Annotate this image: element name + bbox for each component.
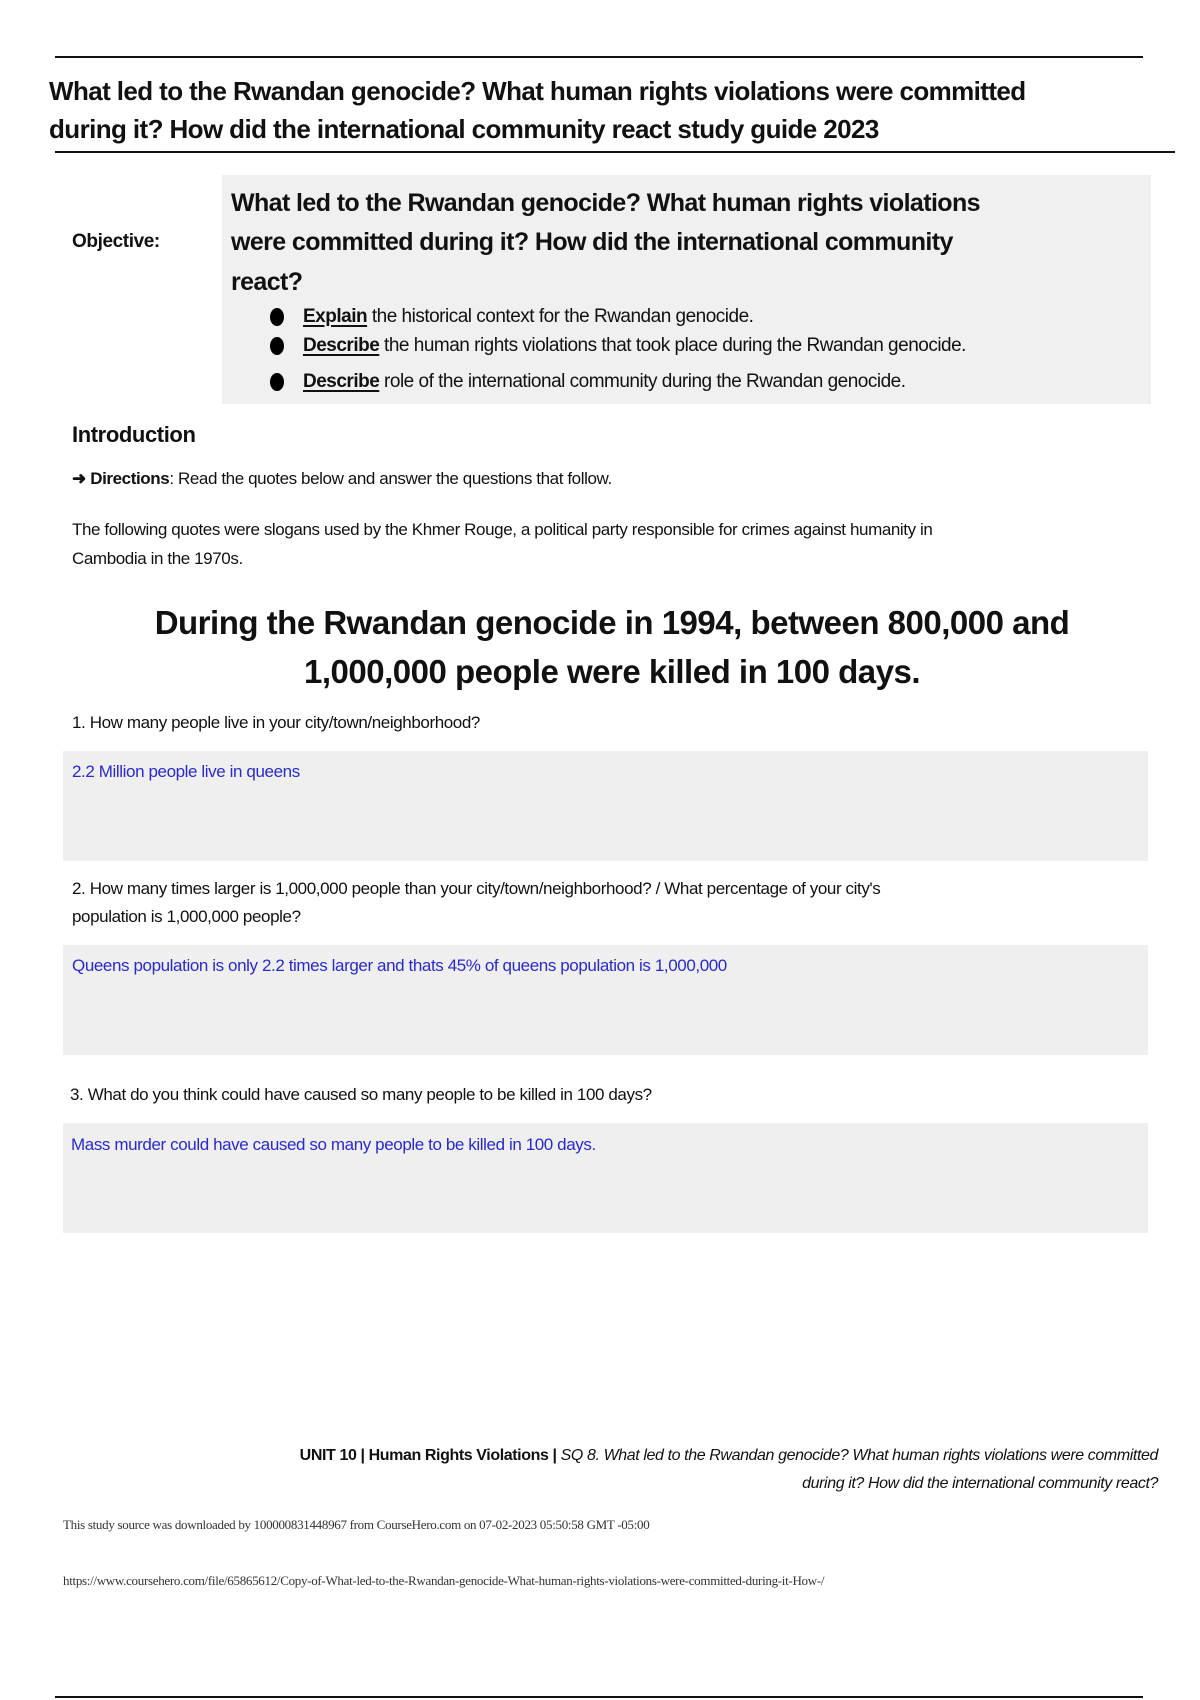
intro-paragraph-line-1: The following quotes were slogans used by the Khmer Rouge, a political party responsible for crimes against humanity in bbox=[72, 520, 933, 539]
objective-bullet: Describe role of the international community during the Rwandan genocide. bbox=[303, 371, 906, 392]
bottom-rule bbox=[55, 1696, 1143, 1698]
bullet-icon bbox=[270, 373, 284, 391]
arrow-right-icon: ➜ bbox=[72, 469, 86, 488]
headline-line-1: During the Rwandan genocide in 1994, between 800,000 and bbox=[154, 604, 1070, 641]
directions: ➜ Directions: Read the quotes below and answer the questions that follow. bbox=[72, 469, 612, 488]
objective-question-line-3: react? bbox=[231, 268, 303, 296]
introduction-heading: Introduction bbox=[72, 422, 196, 447]
intro-paragraph-line-2: Cambodia in the 1970s. bbox=[72, 549, 243, 568]
footer-unit-line-2: during it? How did the international community react? bbox=[802, 1475, 1158, 1492]
question-3: 3. What do you think could have caused so many people to be killed in 100 days? bbox=[70, 1085, 652, 1104]
objective-question-line-2: were committed during it? How did the international community bbox=[231, 228, 953, 256]
source-url[interactable]: https://www.coursehero.com/file/65865612/Copy-of-What-led-to-the-Rwandan-genocide-What-human-rights-violations-were-committed-during-it-How-/ bbox=[63, 1573, 825, 1588]
objective-bullet: Explain the historical context for the Rwandan genocide. bbox=[303, 306, 754, 327]
download-note: This study source was downloaded by 100000831448967 from CourseHero.com on 07-02-2023 05:50:58 GMT -05:00 bbox=[63, 1517, 650, 1532]
question-1: 1. How many people live in your city/town/neighborhood? bbox=[72, 713, 480, 732]
footer-unit-line-1: UNIT 10 | Human Rights Violations | SQ 8. What led to the Rwandan genocide? What human rights violations were committed bbox=[299, 1447, 1158, 1464]
question-2-line-1: 2. How many times larger is 1,000,000 people than your city/town/neighborhood? / What percentage of your city's bbox=[72, 879, 881, 898]
title-rule bbox=[55, 151, 1175, 153]
answer-1[interactable]: 2.2 Million people live in queens bbox=[72, 762, 300, 781]
answer-3[interactable]: Mass murder could have caused so many people to be killed in 100 days. bbox=[71, 1135, 596, 1154]
top-rule bbox=[55, 56, 1143, 58]
document-title-line-2: during it? How did the international community react study guide 2023 bbox=[49, 114, 879, 144]
document-title-line-1: What led to the Rwandan genocide? What human rights violations were committed bbox=[49, 76, 1026, 106]
question-2-line-2: population is 1,000,000 people? bbox=[72, 907, 301, 926]
bullet-icon bbox=[270, 337, 284, 355]
bullet-icon bbox=[270, 308, 284, 326]
objective-bullet: Describe the human rights violations that took place during the Rwandan genocide. bbox=[303, 335, 966, 356]
objective-label: Objective: bbox=[72, 231, 160, 252]
answer-2[interactable]: Queens population is only 2.2 times larger and thats 45% of queens population is 1,000,000 bbox=[72, 956, 727, 975]
objective-question-line-1: What led to the Rwandan genocide? What human rights violations bbox=[231, 189, 980, 217]
headline-line-2: 1,000,000 people were killed in 100 days. bbox=[303, 653, 921, 690]
